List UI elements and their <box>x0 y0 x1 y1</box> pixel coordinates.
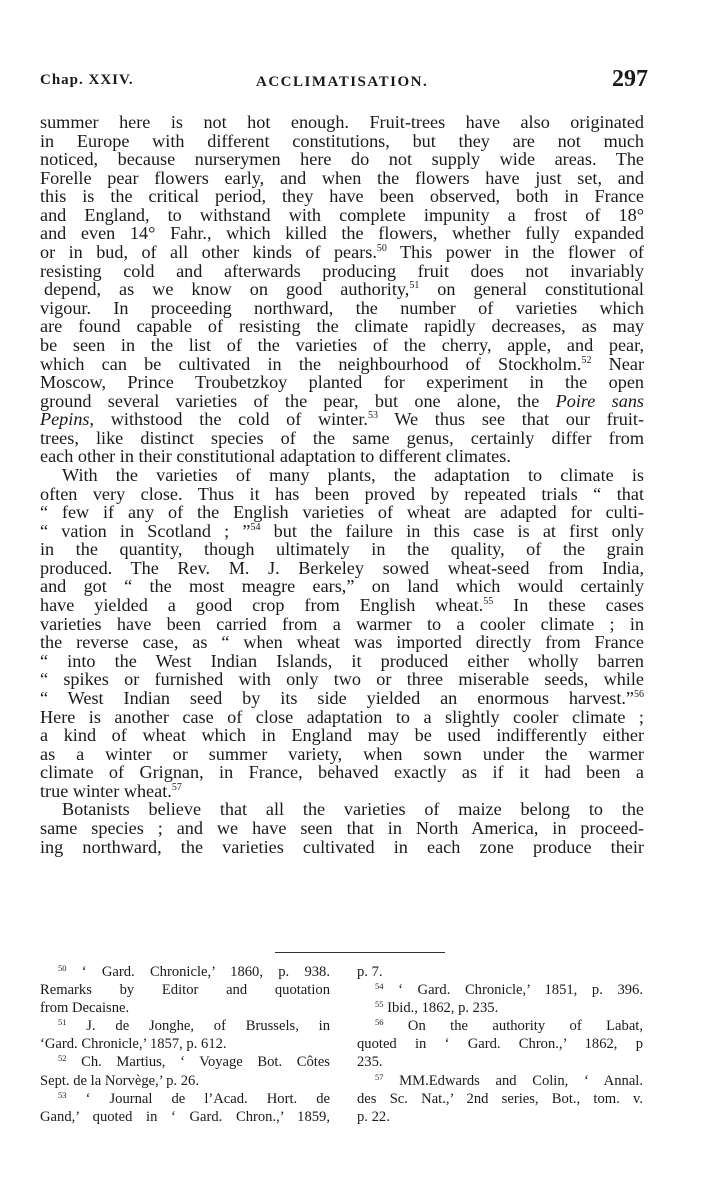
line-text: , withstood the cold of winter. <box>89 409 368 430</box>
text-line <box>40 447 644 466</box>
footnote-text: 235. <box>357 1054 383 1071</box>
footnote-text: MM.Edwards and Colin, ‘ Annal. <box>383 1072 643 1089</box>
text-line <box>40 522 644 541</box>
footnote-text: Ibid., 1862, p. 235. <box>383 1000 499 1017</box>
line-text: climate of Grignan, in France, behaved exactly as if it had been a <box>40 762 644 783</box>
footnote-ref: 55 <box>483 596 494 608</box>
text-line <box>40 633 644 652</box>
text-line <box>40 615 644 634</box>
footnote-text: Remarks by Editor and quotation <box>40 982 330 999</box>
footnote-text: p. 7. <box>357 964 383 980</box>
line-text: but the failure in this case is at first only <box>260 520 645 541</box>
page-number: 297 <box>612 66 648 92</box>
text-line <box>40 540 644 559</box>
text-line <box>40 243 644 262</box>
line-text: as a winter or summer variety, when sown under the warmer <box>40 743 644 764</box>
footnote-number: 51 <box>58 1017 67 1028</box>
line-text: or in bud, of all other kinds of pears. <box>40 242 377 263</box>
line-text: on general constitutional <box>419 279 644 300</box>
footnote-line <box>357 1090 643 1108</box>
text-line <box>40 169 644 188</box>
italic-text: Poire sans <box>555 390 645 411</box>
line-text: have yielded a good crop from English wheat. <box>40 595 484 616</box>
footnotes-left-column <box>40 963 330 1126</box>
line-text: each other in their constitutional adaptation to different climates. <box>40 446 511 467</box>
footnote-line <box>40 999 330 1017</box>
footnote-number: 52 <box>58 1053 67 1064</box>
text-line <box>40 262 644 281</box>
footnote-line <box>40 1035 330 1053</box>
footnote-ref: 53 <box>367 410 378 422</box>
footnote-line <box>357 1017 643 1035</box>
text-line <box>40 429 644 448</box>
chapter-label: Chap. XXIV. <box>40 72 134 88</box>
line-text: “ few if any of the English varieties of wheat are adapted for culti- <box>40 502 644 523</box>
text-line <box>40 224 644 243</box>
text-line <box>40 410 644 429</box>
line-text: Botanists believe that all the varieties of maize belong to the <box>62 799 644 820</box>
line-text: This power in the flower of <box>386 242 644 263</box>
text-line <box>40 485 644 504</box>
line-text: which can be cultivated in the neighbourhood of Stockholm. <box>40 353 582 374</box>
text-line <box>40 800 644 819</box>
footnote-number: 53 <box>58 1089 67 1100</box>
line-text: “ vation in Scotland ; ” <box>40 520 251 541</box>
footnote-text: ‘ Gard. Chronicle,’ 1851, p. 396. <box>383 982 643 999</box>
text-line <box>40 596 644 615</box>
footnote-line <box>40 1017 330 1035</box>
footnote-line <box>40 1053 330 1071</box>
text-line <box>40 689 644 708</box>
line-text: In these cases <box>493 595 644 616</box>
footnote-line <box>357 1035 643 1053</box>
footnote-line <box>40 963 330 981</box>
footnote-line <box>357 1072 643 1090</box>
footnote-text: Gand,’ quoted in ‘ Gard. Chron.,’ 1859, <box>40 1108 330 1125</box>
footnote-ref: 52 <box>581 354 592 366</box>
footnote-ref: 54 <box>250 521 261 533</box>
text-line <box>40 708 644 727</box>
line-text: the reverse case, as “ when wheat was imported directly from France <box>40 632 644 653</box>
line-text: in the quantity, though ultimately in the quality, of the grain <box>40 539 644 560</box>
line-text: Near <box>591 353 645 374</box>
footnote-line <box>357 1053 643 1071</box>
text-line <box>40 559 644 578</box>
footnote-number: 56 <box>375 1017 384 1028</box>
footnote-ref: 56 <box>634 688 644 700</box>
line-text: and England, to withstand with complete impunity a frost of 18° <box>40 204 644 225</box>
body-text <box>40 113 644 856</box>
text-line <box>40 577 644 596</box>
text-line <box>40 726 644 745</box>
text-line <box>40 336 644 355</box>
text-line <box>40 299 644 318</box>
footnote-text: ‘ Gard. Chronicle,’ 1860, p. 938. <box>66 964 330 980</box>
text-line <box>40 280 644 299</box>
line-text: “ into the West Indian Islands, it produced either wholly barren <box>40 650 644 671</box>
footnote-number: 54 <box>375 981 384 992</box>
footnote-number: 50 <box>58 963 67 973</box>
line-text: are found capable of resisting the climate rapidly decreases, as may <box>40 316 644 337</box>
text-line <box>40 782 644 801</box>
footnote-text: ‘Gard. Chronicle,’ 1857, p. 612. <box>40 1036 227 1053</box>
footnote-line <box>40 1072 330 1090</box>
text-line <box>40 819 644 838</box>
footnote-text: des Sc. Nat.,’ 2nd series, Bot., tom. v. <box>357 1090 643 1107</box>
line-text: same species ; and we have seen that in North America, in proceed- <box>40 817 644 838</box>
line-text: resisting cold and afterwards producing fruit does not invariably <box>40 260 644 281</box>
text-line <box>40 670 644 689</box>
footnote-line <box>40 981 330 999</box>
italic-text: Pepins <box>40 409 90 430</box>
line-text: this is the critical period, they have been observed, both in France <box>40 186 644 207</box>
line-text: With the varieties of many plants, the adaptation to climate is <box>62 464 644 485</box>
footnote-line <box>40 1108 330 1126</box>
footnote-ref: 50 <box>376 243 387 255</box>
footnote-text: p. 22. <box>357 1108 390 1125</box>
text-line <box>40 838 644 857</box>
line-text: ground several varieties of the pear, but one alone, the <box>40 390 556 411</box>
footnote-text: Sept. de la Norvège,’ p. 26. <box>40 1072 199 1089</box>
line-text: trees, like distinct species of the same genus, certainly differ from <box>40 427 644 448</box>
line-text: true winter wheat. <box>40 780 172 801</box>
footnotes-right-column <box>357 963 643 1126</box>
line-text: “ West Indian seed by its side yielded an enormous harvest.” <box>40 687 634 708</box>
footnote-line <box>357 999 643 1017</box>
footnote-text: On the authority of Labat, <box>383 1018 643 1035</box>
text-line <box>40 150 644 169</box>
line-text: a kind of wheat which in England may be used indifferently either <box>40 725 644 746</box>
footnote-text: quoted in ‘ Gard. Chron.,’ 1862, p <box>357 1036 643 1053</box>
line-text: and got “ the most meagre ears,” on land which would certainly <box>40 576 644 597</box>
text-line <box>40 373 644 392</box>
line-text: often very close. Thus it has been proved by repeated trials “ that <box>40 483 644 504</box>
footnote-number: 57 <box>375 1071 384 1082</box>
line-text: Forelle pear flowers early, and when the flowers have just set, and <box>40 167 644 188</box>
footnote-text: J. de Jonghe, of Brussels, in <box>66 1018 330 1035</box>
running-title: ACCLIMATISATION. <box>256 74 429 90</box>
text-line <box>40 206 644 225</box>
line-text: We thus see that our fruit- <box>377 409 644 430</box>
line-text: be seen in the list of the varieties of the cherry, apple, and pear, <box>40 334 644 355</box>
footnote-divider <box>275 952 445 953</box>
text-line <box>40 392 644 411</box>
footnote-ref: 51 <box>409 280 420 292</box>
line-text: varieties have been carried from a warmer to a cooler climate ; in <box>40 613 644 634</box>
line-text: Here is another case of close adaptation to a slightly cooler climate ; <box>40 706 644 727</box>
line-text: ing northward, the varieties cultivated in each zone produce their <box>40 836 644 857</box>
text-line <box>40 652 644 671</box>
line-text: produced. The Rev. M. J. Berkeley sowed wheat-seed from India, <box>40 557 644 578</box>
text-line <box>40 745 644 764</box>
text-line <box>40 355 644 374</box>
text-line <box>40 763 644 782</box>
footnote-line <box>40 1090 330 1108</box>
text-line <box>40 503 644 522</box>
footnote-text: from Decaisne. <box>40 1000 130 1017</box>
text-line <box>40 466 644 485</box>
footnote-number: 55 <box>375 999 384 1010</box>
footnote-text: ‘ Journal de l’Acad. Hort. de <box>66 1090 330 1107</box>
line-text: and even 14° Fahr., which killed the flowers, whether fully expanded <box>40 223 644 244</box>
text-line <box>40 317 644 336</box>
line-text: noticed, because nurserymen here do not supply wide areas. The <box>40 149 644 170</box>
line-text: “ spikes or furnished with only two or three miserable seeds, while <box>40 669 644 690</box>
footnote-line <box>357 981 643 999</box>
text-line <box>40 132 644 151</box>
line-text: depend, as we know on good authority, <box>44 279 410 300</box>
footnote-line <box>357 963 643 981</box>
text-line <box>40 187 644 206</box>
running-header <box>40 66 648 96</box>
line-text: in Europe with different constitutions, but they are not much <box>40 130 644 151</box>
footnote-line <box>357 1108 643 1126</box>
line-text: Moscow, Prince Troubetzkoy planted for experiment in the open <box>40 372 644 393</box>
line-text: vigour. In proceeding northward, the number of varieties which <box>40 297 644 318</box>
text-line <box>40 113 644 132</box>
line-text: summer here is not hot enough. Fruit-trees have also originated <box>40 112 644 132</box>
footnote-text: Ch. Martius, ‘ Voyage Bot. Côtes <box>66 1054 330 1071</box>
footnote-ref: 57 <box>171 781 182 793</box>
